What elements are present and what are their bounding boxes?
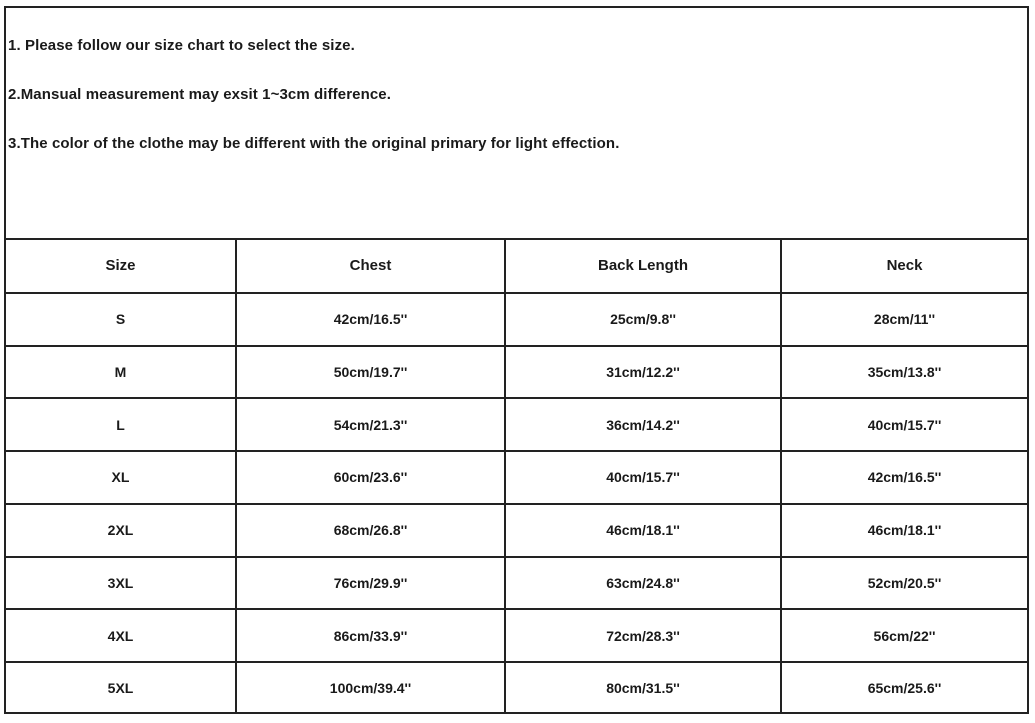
cell-size: 3XL <box>6 557 236 610</box>
table-row <box>6 557 1027 610</box>
table-header-row <box>6 240 1027 293</box>
cell-size: L <box>6 398 236 451</box>
cell-back-length: 31cm/12.2'' <box>505 346 781 399</box>
cell-back-length: 72cm/28.3'' <box>505 609 781 662</box>
header-neck: Neck <box>781 240 1027 293</box>
header-size: Size <box>6 240 236 293</box>
cell-neck: 52cm/20.5'' <box>781 557 1027 610</box>
cell-chest: 60cm/23.6'' <box>236 451 505 504</box>
header-back-length: Back Length <box>505 240 781 293</box>
size-note-2: 2.Mansual measurement may exsit 1~3cm difference. <box>8 86 391 103</box>
cell-neck: 42cm/16.5'' <box>781 451 1027 504</box>
cell-chest: 54cm/21.3'' <box>236 398 505 451</box>
table-row <box>6 451 1027 504</box>
cell-back-length: 40cm/15.7'' <box>505 451 781 504</box>
cell-chest: 76cm/29.9'' <box>236 557 505 610</box>
cell-chest: 68cm/26.8'' <box>236 504 505 557</box>
cell-neck: 40cm/15.7'' <box>781 398 1027 451</box>
size-chart-frame <box>4 6 1029 714</box>
cell-size: 4XL <box>6 609 236 662</box>
table-row <box>6 504 1027 557</box>
cell-size: XL <box>6 451 236 504</box>
cell-chest: 42cm/16.5'' <box>236 293 505 346</box>
size-note-3: 3.The color of the clothe may be different with the original primary for light effection. <box>8 135 620 152</box>
table-row <box>6 398 1027 451</box>
cell-neck: 46cm/18.1'' <box>781 504 1027 557</box>
size-note-1: 1. Please follow our size chart to select the size. <box>8 37 355 54</box>
table-row <box>6 293 1027 346</box>
cell-neck: 35cm/13.8'' <box>781 346 1027 399</box>
cell-size: 2XL <box>6 504 236 557</box>
table-row <box>6 346 1027 399</box>
cell-chest: 86cm/33.9'' <box>236 609 505 662</box>
cell-back-length: 80cm/31.5'' <box>505 662 781 712</box>
cell-back-length: 46cm/18.1'' <box>505 504 781 557</box>
cell-chest: 100cm/39.4'' <box>236 662 505 712</box>
cell-neck: 56cm/22'' <box>781 609 1027 662</box>
cell-back-length: 63cm/24.8'' <box>505 557 781 610</box>
table-row <box>6 609 1027 662</box>
cell-size: 5XL <box>6 662 236 712</box>
cell-chest: 50cm/19.7'' <box>236 346 505 399</box>
cell-neck: 65cm/25.6'' <box>781 662 1027 712</box>
cell-neck: 28cm/11'' <box>781 293 1027 346</box>
size-notes <box>6 8 1027 240</box>
cell-size: S <box>6 293 236 346</box>
size-table <box>6 240 1027 712</box>
cell-back-length: 25cm/9.8'' <box>505 293 781 346</box>
table-row <box>6 662 1027 712</box>
cell-size: M <box>6 346 236 399</box>
cell-back-length: 36cm/14.2'' <box>505 398 781 451</box>
header-chest: Chest <box>236 240 505 293</box>
